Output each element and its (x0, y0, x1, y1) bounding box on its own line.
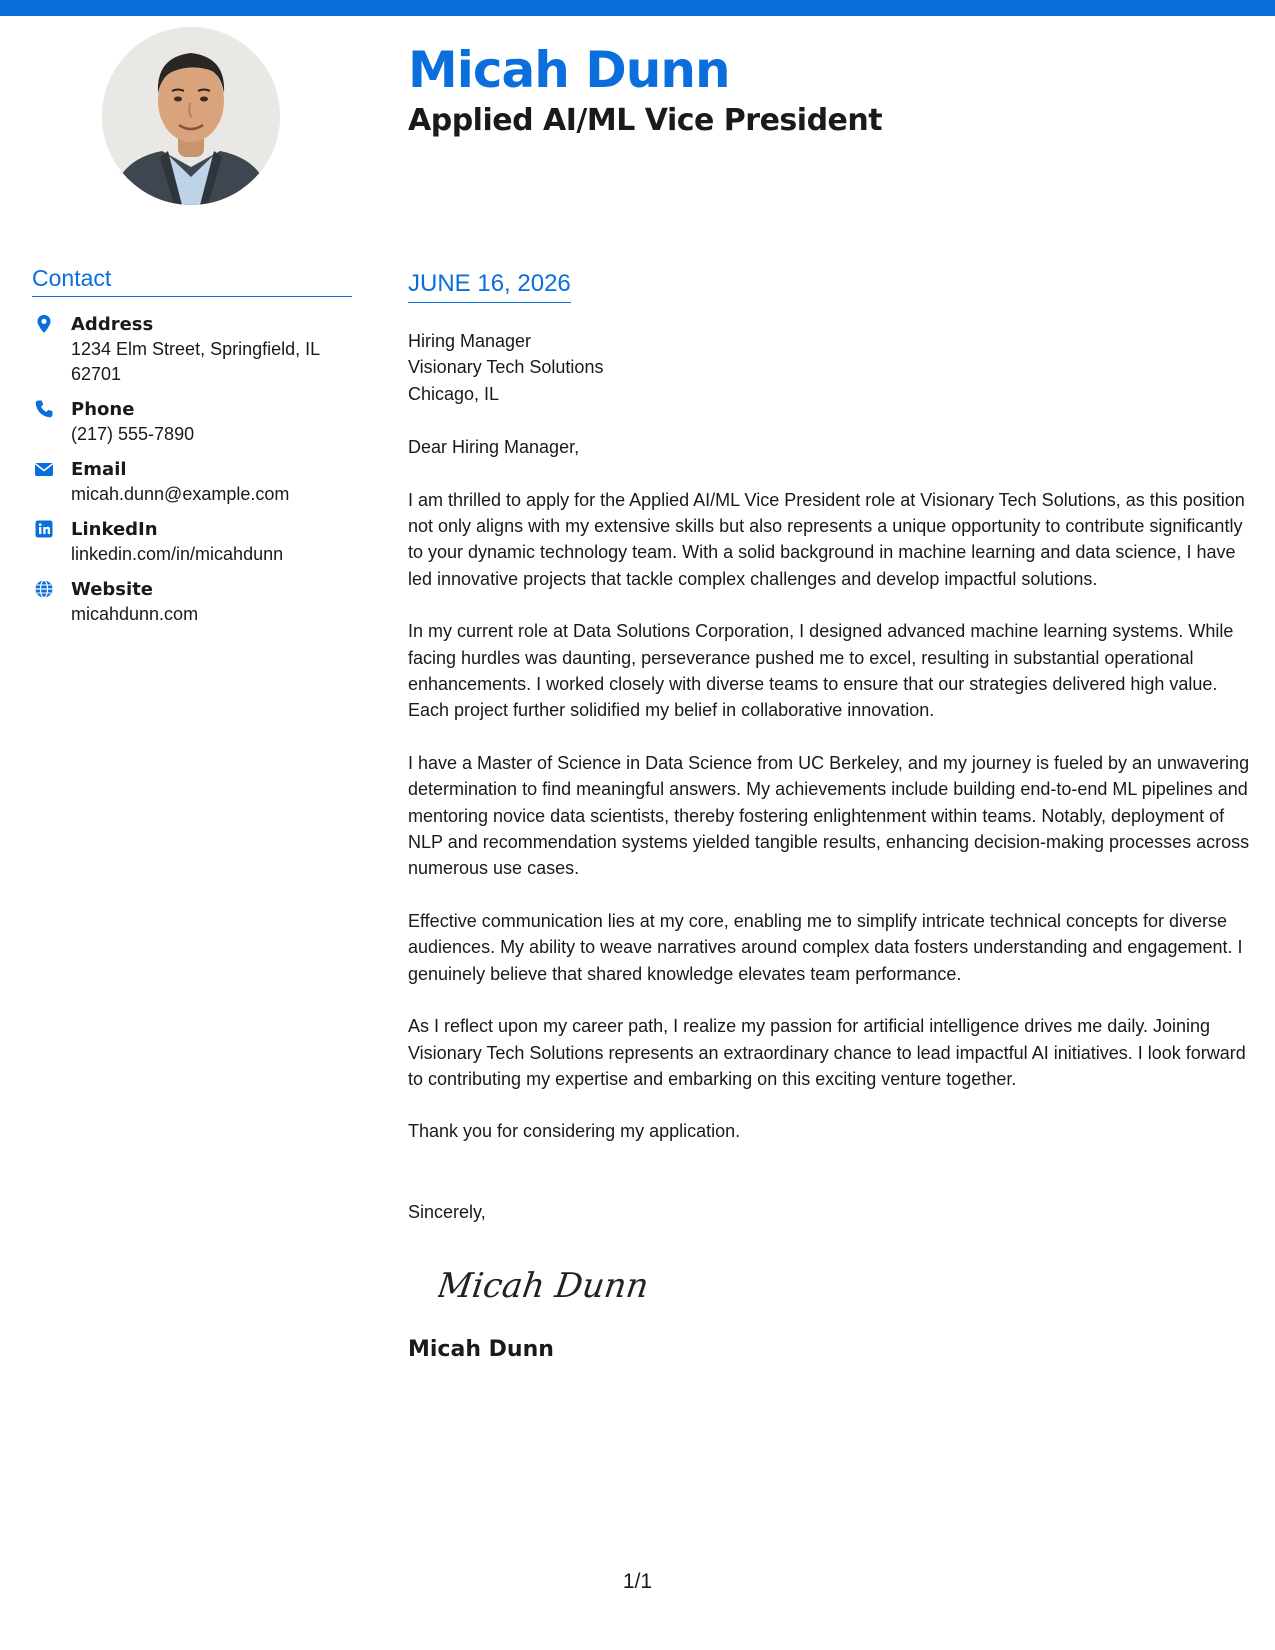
email-value[interactable]: micah.dunn@example.com (71, 483, 290, 504)
linkedin-value[interactable]: linkedin.com/in/micahdunn (71, 543, 284, 564)
handwritten-signature (438, 1255, 678, 1315)
map-pin-icon (34, 314, 54, 334)
contact-label: LinkedIn (71, 518, 158, 540)
recipient-line: Visionary Tech Solutions (408, 357, 604, 378)
contact-item-phone (32, 397, 352, 447)
letter-paragraph: In my current role at Data Solutions Corporation, I designed advanced machine learning systems. While facing hurdles was daunting, perseverance pushed me to excel, resulting in substantial operational enhancements. I worked closely with diverse teams to ensure that our strategies delivered high value. Each project further solidified my belief in collaborative innovation. (408, 621, 1234, 721)
applicant-name: Micah Dunn (408, 41, 730, 99)
recipient-line: Chicago, IL (408, 383, 500, 404)
letter-paragraph: Thank you for considering my application. (408, 1121, 741, 1142)
top-accent-bar (0, 0, 1275, 16)
contact-item-linkedin (32, 517, 352, 567)
page-number: 1/1 (622, 1570, 653, 1593)
contact-list (32, 312, 352, 627)
contact-sidebar (32, 265, 352, 627)
linkedin-icon (34, 519, 54, 539)
closing: Sincerely, (408, 1201, 486, 1222)
phone-value: (217) 555-7890 (71, 423, 195, 444)
recipient-line: Hiring Manager (408, 330, 532, 351)
salutation: Dear Hiring Manager, (408, 437, 580, 458)
letter-date: JUNE 16, 2026 (408, 270, 571, 303)
signature-text: Micah Dunn (438, 1266, 652, 1307)
letter-paragraph: I have a Master of Science in Data Science from UC Berkeley, and my journey is fueled by an unwavering determination to find meaningful answers. My achievements include building end-to-end ML pipelines and mentoring novice data scientists, thereby fostering enlightenment within teams. Notably, deployment of NLP and recommendation systems yielded tangible results, enhancing decision-making processes across numerous use cases. (408, 752, 1250, 879)
contact-item-email (32, 457, 352, 507)
avatar (102, 27, 280, 205)
letter-body (408, 270, 1258, 1364)
recipient-block (408, 328, 1258, 408)
contact-label: Phone (71, 398, 135, 420)
profile-photo (102, 27, 280, 205)
letter-paragraph: Effective communication lies at my core, enabling me to simplify intricate technical concepts for diverse audiences. My ability to weave narratives around complex data fosters understanding and engagement. I genuinely believe that shared knowledge elevates team performance. (408, 910, 1243, 984)
letter-paragraph: I am thrilled to apply for the Applied AI/ML Vice President role at Visionary Tech Solutions, as this position not only aligns with my extensive skills but also represents a unique opportunity to contribute significantly to your dynamic technology team. With a solid background in machine learning and data science, I have led innovative projects that tackle complex challenges and develop impactful solutions. (408, 489, 1245, 589)
contact-label: Website (71, 578, 154, 600)
address-value: 1234 Elm Street, Springfield, IL 62701 (71, 338, 320, 384)
website-value[interactable]: micahdunn.com (71, 603, 199, 624)
contact-label: Address (71, 313, 154, 335)
phone-icon (34, 399, 54, 419)
globe-icon (34, 579, 54, 599)
signed-name: Micah Dunn (408, 1337, 554, 1363)
envelope-icon (34, 459, 54, 479)
contact-item-address (32, 312, 352, 387)
signature (438, 1255, 678, 1315)
letter-paragraph: As I reflect upon my career path, I realize my passion for artificial intelligence drives me daily. Joining Visionary Tech Solutions represents an extraordinary chance to lead impactful AI initiatives. I look forward to contributing my expertise and embarking on this exciting venture together. (408, 1016, 1246, 1089)
applicant-title: Applied AI/ML Vice President (408, 103, 883, 138)
contact-heading: Contact (32, 265, 352, 297)
contact-item-website (32, 577, 352, 627)
contact-label: Email (71, 458, 127, 480)
